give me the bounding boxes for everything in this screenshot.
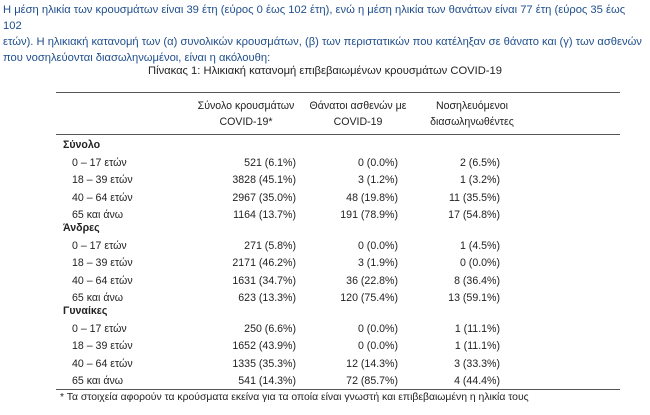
- table-row: [0, 337, 650, 355]
- table-row: [0, 254, 650, 272]
- intubated-cell: 0 (0.0%): [459, 257, 500, 269]
- total-cases-cell: 1164 (13.7%): [233, 209, 296, 221]
- table-footnote: * Τα στοιχεία αφορούν τα κρούσματα εκείνα για τα οποία είναι γνωστή και επιβεβαιωμένη η ηλικία τους: [60, 392, 529, 403]
- deaths-cell: 191 (78.9%): [340, 209, 398, 221]
- deaths-cell: 3 (1.2%): [357, 174, 398, 186]
- age-group-cell: 0 – 17 ετών: [72, 156, 127, 169]
- header-total-cases-line2: COVID-19*: [219, 115, 273, 128]
- deaths-cell: 0 (0.0%): [357, 322, 398, 335]
- deaths-cell: 72 (85.7%): [346, 375, 398, 387]
- group-row: [0, 136, 650, 154]
- age-group-cell: 40 – 64 ετών: [72, 191, 133, 204]
- intubated-cell: 4 (44.4%): [454, 375, 500, 387]
- deaths-cell: 3 (1.9%): [357, 257, 398, 269]
- total-cases-cell: 271 (5.8%): [244, 239, 296, 252]
- age-group-cell: 0 – 17 ετών: [72, 322, 127, 335]
- total-cases-cell: 521 (6.1%): [244, 156, 296, 169]
- intubated-cell: 1 (4.5%): [459, 239, 500, 252]
- table-title: Πίνακας 1: Ηλικιακή κατανομή επιβεβαιωμένων κρουσμάτων COVID-19: [148, 65, 502, 77]
- intubated-cell: 1 (3.2%): [459, 174, 500, 186]
- age-group-cell: 40 – 64 ετών: [72, 274, 133, 287]
- total-cases-cell: 250 (6.6%): [244, 322, 296, 335]
- intro-paragraph: [3, 2, 643, 66]
- age-group-cell: 65 και άνω: [72, 209, 124, 221]
- intubated-cell: 1 (11.1%): [454, 322, 500, 335]
- deaths-cell: 120 (75.4%): [340, 292, 398, 304]
- table-top-rule: [56, 92, 620, 93]
- deaths-cell: 0 (0.0%): [357, 340, 398, 352]
- table-row: [0, 272, 650, 290]
- table-row: [0, 355, 650, 373]
- header-deaths-line1: Θάνατοι ασθενών με: [309, 100, 407, 112]
- intubated-cell: 2 (6.5%): [459, 156, 500, 169]
- age-group-cell: 40 – 64 ετών: [72, 357, 133, 370]
- age-group-cell: 65 και άνω: [72, 292, 124, 304]
- group-label: Γυναίκες: [63, 305, 108, 317]
- header-deaths-line2: COVID-19: [333, 115, 383, 128]
- age-group-cell: 18 – 39 ετών: [72, 340, 133, 352]
- table-row: [0, 372, 650, 390]
- header-deaths: [298, 99, 418, 130]
- table-row: [0, 171, 650, 189]
- header-intubated: [412, 99, 532, 130]
- table-header-rule: [56, 134, 620, 135]
- header-total-cases: [186, 99, 306, 130]
- age-group-cell: 65 και άνω: [72, 375, 124, 387]
- total-cases-cell: 1652 (43.9%): [232, 340, 296, 352]
- total-cases-cell: 2967 (35.0%): [232, 191, 296, 204]
- intro-line-1: Η μέση ηλικία των κρουσμάτων είναι 39 έτη (εύρος 0 έως 102 έτη), ενώ η μέση ηλικία των θανάτων είναι 77 έτη (εύρος 35 έως 102: [3, 4, 626, 32]
- group-row: [0, 302, 650, 320]
- table-bottom-rule: [56, 389, 620, 390]
- total-cases-cell: 623 (13.3%): [238, 292, 296, 304]
- age-group-cell: 0 – 17 ετών: [72, 239, 127, 252]
- intubated-cell: 8 (36.4%): [454, 274, 500, 287]
- total-cases-cell: 1631 (34.7%): [232, 274, 296, 287]
- deaths-cell: 36 (22.8%): [346, 274, 398, 287]
- group-row: [0, 219, 650, 237]
- intubated-cell: 3 (33.3%): [454, 357, 500, 370]
- intubated-cell: 1 (11.1%): [454, 340, 500, 352]
- table-row: [0, 154, 650, 172]
- intubated-cell: 11 (35.5%): [448, 191, 500, 204]
- age-group-cell: 18 – 39 ετών: [72, 257, 133, 269]
- total-cases-cell: 541 (14.3%): [238, 375, 296, 387]
- intro-line-2: ετών). Η ηλικιακή κατανομή των (α) συνολικών κρουσμάτων, (β) των περιστατικών που κατέληξαν σε θάνατο και (γ) των ασθενών: [3, 36, 642, 48]
- age-group-cell: 18 – 39 ετών: [72, 174, 133, 186]
- table-row: [0, 189, 650, 207]
- header-intubated-line2: διασωληνωθέντες: [430, 115, 514, 128]
- table-row: [0, 237, 650, 255]
- deaths-cell: 48 (19.8%): [346, 191, 398, 204]
- header-total-cases-line1: Σύνολο κρουσμάτων: [197, 100, 295, 112]
- total-cases-cell: 2171 (46.2%): [232, 257, 296, 269]
- intubated-cell: 13 (59.1%): [448, 292, 500, 304]
- intro-line-3: που νοσηλεύονται διασωληνωμένοι, είναι η ακόλουθη:: [3, 52, 271, 64]
- table-row: [0, 320, 650, 338]
- deaths-cell: 12 (14.3%): [346, 357, 398, 370]
- header-intubated-line1: Νοσηλευόμενοι: [435, 100, 509, 112]
- group-label: Σύνολο: [63, 139, 101, 151]
- group-label: Άνδρες: [63, 222, 100, 234]
- deaths-cell: 0 (0.0%): [357, 239, 398, 252]
- total-cases-cell: 3828 (45.1%): [232, 174, 296, 186]
- total-cases-cell: 1335 (35.3%): [232, 357, 296, 370]
- intubated-cell: 17 (54.8%): [448, 209, 500, 221]
- deaths-cell: 0 (0.0%): [357, 156, 398, 169]
